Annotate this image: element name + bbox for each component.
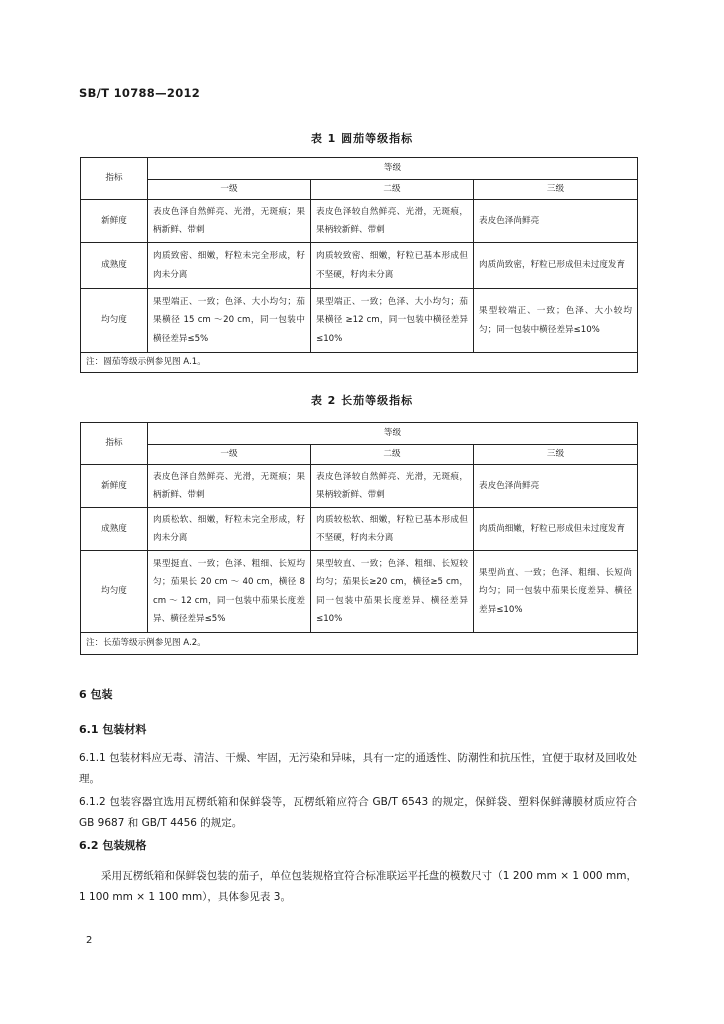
table-row	[81, 508, 638, 551]
table1-grade-header: 等级	[148, 158, 638, 180]
table2	[80, 422, 638, 655]
table1-row2-grade3: 肉质尚致密，籽粒已形成但未过度发育	[474, 243, 638, 289]
table2-indicator-header: 指标	[81, 423, 148, 465]
page-number: 2	[86, 935, 93, 946]
table-row	[81, 465, 638, 508]
clause-6-1-1: 6.1.1 包装材料应无毒、清洁、干燥、牢固，无污染和异味，具有一定的通透性、防潮性和抗压性，宜便于取材及回收处理。	[79, 752, 637, 785]
table-row	[81, 200, 638, 243]
table2-row2-grade3: 肉质尚细嫩，籽粒已形成但未过度发育	[474, 508, 638, 551]
table2-row3-grade1: 果型挺直、一致；色泽、粗细、长短均匀；茄果长 20 cm ～ 40 cm，横径 8 cm ～ 12 cm，同一包装中茄果长度差异、横径差异≤5%	[148, 551, 311, 633]
table2-row2-grade2: 肉质较松软、细嫩，籽粒已基本形成但不坚硬，籽肉未分离	[311, 508, 474, 551]
table2-row2-grade1: 肉质松软、细嫩，籽粒未完全形成，籽肉未分离	[148, 508, 311, 551]
table2-row1-grade3: 表皮色泽尚鲜亮	[474, 465, 638, 508]
table1-row2-indicator: 成熟度	[81, 243, 148, 289]
table2-grade-1: 一级	[148, 445, 311, 465]
table1-row1-grade1: 表皮色泽自然鲜亮、光滑，无斑痕；果柄新鲜、带刺	[148, 200, 311, 243]
table-row	[81, 289, 638, 353]
table2-row3-grade3: 果型尚直、一致；色泽、粗细、长短尚均匀；同一包装中茄果长度差异、横径差异≤10%	[474, 551, 638, 633]
clause-6-1-2: 6.1.2 包装容器宜选用瓦楞纸箱和保鲜袋等，瓦楞纸箱应符合 GB/T 6543 的规定，保鲜袋、塑料保鲜薄膜材质应符合 GB 9687 和 GB/T 4456 的规定。	[79, 796, 637, 829]
table2-row2-indicator: 成熟度	[81, 508, 148, 551]
table2-row1-grade1: 表皮色泽自然鲜亮、光滑，无斑痕；果柄新鲜、带刺	[148, 465, 311, 508]
table1-row3-grade3: 果型较端正、一致；色泽、大小较均匀；同一包装中横径差异≤10%	[474, 289, 638, 353]
table1-indicator-header: 指标	[81, 158, 148, 200]
section-6-1-heading: 6.1 包装材料	[79, 723, 147, 736]
table1-row2-grade2: 肉质较致密、细嫩，籽粒已基本形成但不坚硬，籽肉未分离	[311, 243, 474, 289]
table1-row3-grade1: 果型端正、一致；色泽、大小均匀；茄果横径 15 cm ～20 cm，同一包装中横径差异≤5%	[148, 289, 311, 353]
table2-row3-indicator: 均匀度	[81, 551, 148, 633]
table2-title: 表 2 长茄等级指标	[310, 394, 414, 407]
table2-row3-grade2: 果型较直、一致；色泽、粗细、长短较均匀；茄果长≥20 cm，横径≥5 cm，同一包装中茄果长度差异、横径差异≤10%	[311, 551, 474, 633]
table1-grade-1: 一级	[148, 180, 311, 200]
table2-row1-indicator: 新鲜度	[81, 465, 148, 508]
table2-grade-header: 等级	[148, 423, 638, 445]
table1-row3-indicator: 均匀度	[81, 289, 148, 353]
table1-row1-grade3: 表皮色泽尚鲜亮	[474, 200, 638, 243]
table1-row2-grade1: 肉质致密、细嫩，籽粒未完全形成，籽肉未分离	[148, 243, 311, 289]
table2-grade-2: 二级	[311, 445, 474, 465]
standard-code: SB/T 10788—2012	[79, 86, 201, 100]
clause-6-2-text: 采用瓦楞纸箱和保鲜袋包装的茄子，单位包装规格宜符合标准联运平托盘的模数尺寸（1 200 mm × 1 000 mm，1 100 mm × 1 100 mm），具体参见表 3。	[79, 870, 637, 903]
section-6-heading: 6 包装	[79, 688, 113, 701]
table1-note: 注：圆茄等级示例参见图 A.1。	[81, 353, 638, 373]
table1-grade-3: 三级	[474, 180, 638, 200]
table1-title: 表 1 圆茄等级指标	[310, 132, 414, 145]
table1-row1-indicator: 新鲜度	[81, 200, 148, 243]
table2-row1-grade2: 表皮色泽较自然鲜亮、光滑，无斑痕，果柄较新鲜、带刺	[311, 465, 474, 508]
table-row	[81, 243, 638, 289]
table-row	[81, 551, 638, 633]
table2-grade-3: 三级	[474, 445, 638, 465]
table1-row3-grade2: 果型端正、一致；色泽、大小均匀；茄果横径 ≥12 cm，同一包装中横径差异≤10%	[311, 289, 474, 353]
table2-note: 注：长茄等级示例参见图 A.2。	[81, 633, 638, 655]
table1	[80, 157, 638, 373]
table1-grade-2: 二级	[311, 180, 474, 200]
section-6-2-heading: 6.2 包装规格	[79, 839, 147, 852]
table1-row1-grade2: 表皮色泽较自然鲜亮、光滑，无斑痕，果柄较新鲜、带刺	[311, 200, 474, 243]
